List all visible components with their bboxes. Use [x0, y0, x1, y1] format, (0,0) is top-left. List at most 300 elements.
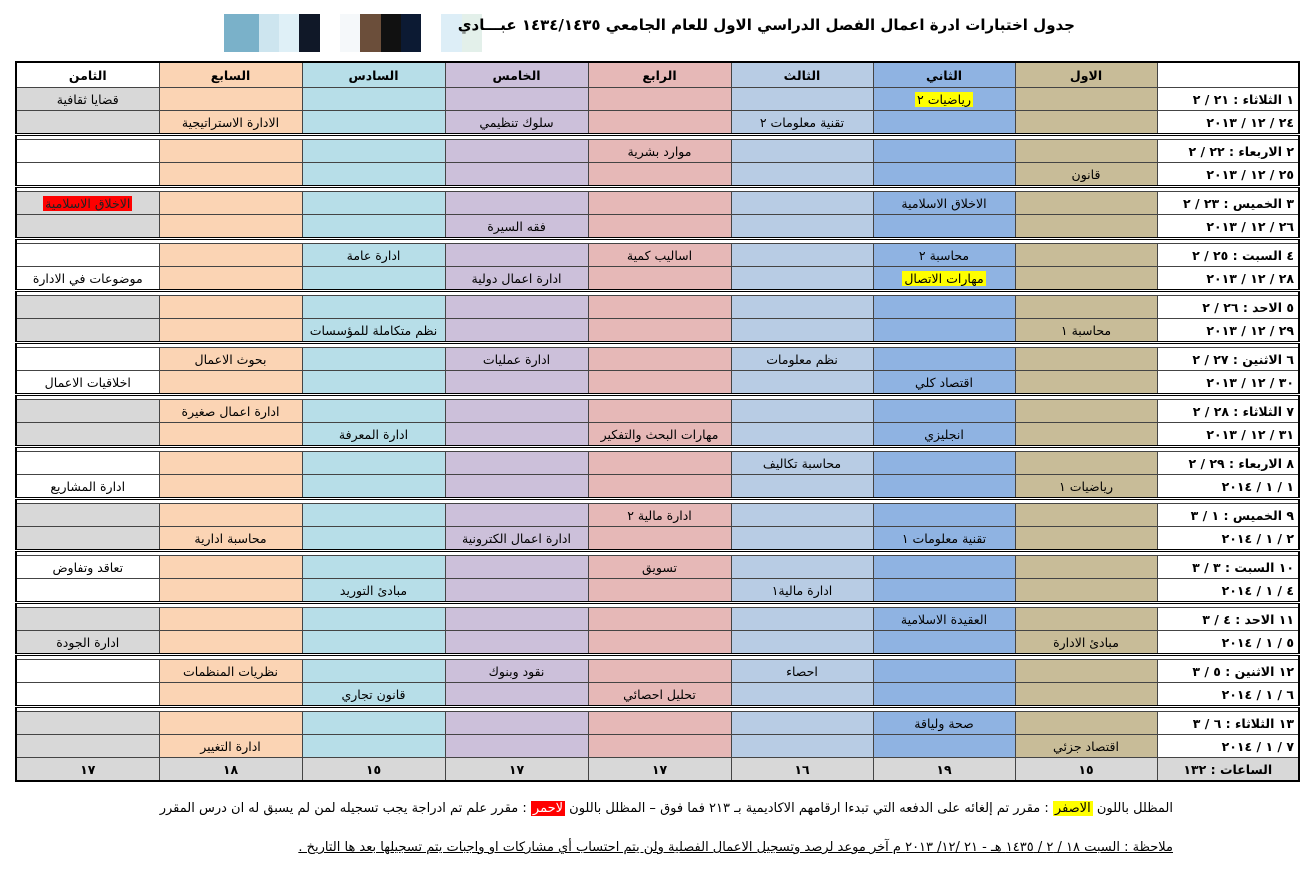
course-cell: اساليب كمية — [588, 244, 731, 267]
day-row — [16, 452, 1299, 475]
course-cell — [731, 527, 873, 551]
course-cell: تقنية معلومات ١ — [873, 527, 1015, 551]
header-level-5: الخامس — [445, 62, 588, 88]
course-cell — [159, 556, 302, 579]
day-row — [16, 712, 1299, 735]
course-cell — [1015, 348, 1157, 371]
course-cell — [1015, 579, 1157, 603]
total-level-7: ١٨ — [159, 758, 302, 782]
course-cell — [588, 319, 731, 343]
legend-red: لاحمر — [532, 801, 564, 816]
day-label: ١١ الاحد : ٤ / ٣ — [1157, 608, 1299, 631]
course-cell — [445, 452, 588, 475]
strip-block — [401, 14, 421, 52]
course-cell — [873, 475, 1015, 499]
course-cell — [588, 660, 731, 683]
day-label: ٣ الخميس : ٢٣ / ٢ — [1157, 192, 1299, 215]
course-cell — [588, 475, 731, 499]
course-cell — [1015, 371, 1157, 395]
course-cell — [445, 88, 588, 111]
course-cell — [16, 111, 159, 135]
course-cell — [302, 608, 445, 631]
course-cell — [731, 371, 873, 395]
course-cell: ادارة مالية ٢ — [588, 504, 731, 527]
total-level-8: ١٧ — [16, 758, 159, 782]
course-cell — [302, 163, 445, 187]
course-cell — [445, 735, 588, 758]
course-cell — [731, 192, 873, 215]
course-cell — [731, 244, 873, 267]
course-cell — [731, 140, 873, 163]
total-level-4: ١٧ — [588, 758, 731, 782]
header-image-strip — [224, 14, 482, 52]
total-level-6: ١٥ — [302, 758, 445, 782]
header-empty — [1157, 62, 1299, 88]
course-cell — [873, 319, 1015, 343]
course-cell — [16, 244, 159, 267]
day-row — [16, 267, 1299, 291]
course-cell — [159, 423, 302, 447]
day-label: ٥ الاحد : ٢٦ / ٢ — [1157, 296, 1299, 319]
course-cell: ادارة اعمال صغيرة — [159, 400, 302, 423]
course-cell — [731, 163, 873, 187]
course-cell — [16, 319, 159, 343]
course-cell — [302, 215, 445, 239]
day-label: ٧ الثلاثاء : ٢٨ / ٢ — [1157, 400, 1299, 423]
course-cell — [873, 163, 1015, 187]
course-cell: نقود وبنوك — [445, 660, 588, 683]
course-cell — [302, 267, 445, 291]
day-date: ٢ / ١ / ٢٠١٤ — [1157, 527, 1299, 551]
totals-label: الساعات : ١٣٢ — [1157, 758, 1299, 782]
course-cell: ادارة الجودة — [16, 631, 159, 655]
course-cell — [1015, 452, 1157, 475]
course-cell — [159, 712, 302, 735]
course-cell — [731, 215, 873, 239]
course-cell — [159, 319, 302, 343]
course-cell — [445, 296, 588, 319]
course-cell — [445, 504, 588, 527]
course-cell — [731, 423, 873, 447]
course-cell — [1015, 244, 1157, 267]
course-cell — [16, 579, 159, 603]
course-cell — [302, 140, 445, 163]
course-cell: قانون — [1015, 163, 1157, 187]
course-cell — [159, 88, 302, 111]
course-cell — [731, 88, 873, 111]
day-label: ٨ الاربعاء : ٢٩ / ٢ — [1157, 452, 1299, 475]
total-level-1: ١٥ — [1015, 758, 1157, 782]
course-cell: تسويق — [588, 556, 731, 579]
course-cell — [588, 163, 731, 187]
day-row — [16, 400, 1299, 423]
course-cell — [873, 296, 1015, 319]
course-cell — [445, 371, 588, 395]
header-level-6: السادس — [302, 62, 445, 88]
course-cell — [588, 111, 731, 135]
course-cell: مبادئ الادارة — [1015, 631, 1157, 655]
course-cell: مهارات البحث والتفكير — [588, 423, 731, 447]
course-cell: نظم معلومات — [731, 348, 873, 371]
course-cell: ادارة التغيير — [159, 735, 302, 758]
course-cell — [873, 631, 1015, 655]
course-cell — [873, 579, 1015, 603]
legend-text-1: المظلل باللون — [1092, 801, 1173, 816]
course-cell: موضوعات في الادارة — [16, 267, 159, 291]
course-cell — [16, 608, 159, 631]
course-cell — [159, 296, 302, 319]
course-cell — [302, 475, 445, 499]
day-row — [16, 163, 1299, 187]
course-cell — [445, 556, 588, 579]
course-cell — [1015, 608, 1157, 631]
course-cell — [588, 735, 731, 758]
day-row — [16, 735, 1299, 758]
course-cell — [731, 735, 873, 758]
course-cell: الاخلاق الاسلامية — [873, 192, 1015, 215]
day-row — [16, 348, 1299, 371]
course-cell: محاسبة ٢ — [873, 244, 1015, 267]
course-cell — [1015, 660, 1157, 683]
day-label: ١ الثلاثاء : ٢١ / ٢ — [1157, 88, 1299, 111]
course-cell — [1015, 140, 1157, 163]
course-cell — [159, 215, 302, 239]
course-cell — [16, 735, 159, 758]
course-cell — [445, 400, 588, 423]
highlight-red: الاخلاق الاسلامية — [45, 195, 131, 211]
day-label: ١٠ السبت : ٣ / ٣ — [1157, 556, 1299, 579]
day-date: ٢٨ / ١٢ / ٢٠١٣ — [1157, 267, 1299, 291]
course-cell — [159, 140, 302, 163]
strip-block — [259, 14, 279, 52]
course-cell — [16, 192, 159, 215]
course-cell — [16, 504, 159, 527]
course-cell: ادارة مالية١ — [731, 579, 873, 603]
course-cell — [588, 631, 731, 655]
legend-yellow: الاصفر — [1054, 801, 1091, 816]
course-cell — [731, 608, 873, 631]
course-cell — [445, 192, 588, 215]
day-date: ٢٩ / ١٢ / ٢٠١٣ — [1157, 319, 1299, 343]
course-cell: ادارة المشاريع — [16, 475, 159, 499]
course-cell: فقه السيرة — [445, 215, 588, 239]
day-date: ٢٦ / ١٢ / ٢٠١٣ — [1157, 215, 1299, 239]
strip-block — [421, 14, 441, 52]
course-cell — [873, 88, 1015, 111]
course-cell: رياضيات ١ — [1015, 475, 1157, 499]
day-row — [16, 579, 1299, 603]
day-row — [16, 371, 1299, 395]
total-level-5: ١٧ — [445, 758, 588, 782]
day-date: ٦ / ١ / ٢٠١٤ — [1157, 683, 1299, 707]
course-cell: الادارة الاستراتيجية — [159, 111, 302, 135]
highlight-yellow: مهارات الاتصال — [904, 270, 984, 286]
header-level-4: الرابع — [588, 62, 731, 88]
legend-text-2: : مقرر تم إلغائه على الدفعه التي تبدءا ارقامهم الاكاديمية بـ ٢١٣ فما فوق – المظلل باللون — [565, 801, 1053, 816]
course-cell — [159, 371, 302, 395]
day-row — [16, 88, 1299, 111]
course-cell — [302, 452, 445, 475]
course-cell: العقيدة الاسلامية — [873, 608, 1015, 631]
course-cell — [588, 267, 731, 291]
course-cell — [16, 712, 159, 735]
course-cell — [16, 140, 159, 163]
total-level-2: ١٩ — [873, 758, 1015, 782]
course-cell — [1015, 504, 1157, 527]
day-label: ٦ الاثنين : ٢٧ / ٢ — [1157, 348, 1299, 371]
course-cell: سلوك تنظيمي — [445, 111, 588, 135]
course-cell — [159, 267, 302, 291]
course-cell — [588, 348, 731, 371]
course-cell — [731, 475, 873, 499]
course-cell — [445, 163, 588, 187]
day-label: ٢ الاربعاء : ٢٢ / ٢ — [1157, 140, 1299, 163]
total-level-3: ١٦ — [731, 758, 873, 782]
course-cell — [1015, 556, 1157, 579]
course-cell — [302, 527, 445, 551]
course-cell — [302, 400, 445, 423]
course-cell — [445, 319, 588, 343]
course-cell: قضايا ثقافية — [16, 88, 159, 111]
course-cell — [731, 267, 873, 291]
course-cell — [873, 400, 1015, 423]
day-row — [16, 608, 1299, 631]
course-cell — [873, 504, 1015, 527]
header-level-8: الثامن — [16, 62, 159, 88]
course-cell: محاسبة ١ — [1015, 319, 1157, 343]
course-cell — [588, 527, 731, 551]
course-cell: نظم متكاملة للمؤسسات — [302, 319, 445, 343]
day-date: ٢٤ / ١٢ / ٢٠١٣ — [1157, 111, 1299, 135]
course-cell — [159, 683, 302, 707]
course-cell: تحليل احصائي — [588, 683, 731, 707]
course-cell — [302, 192, 445, 215]
course-cell: اقتصاد جزئي — [1015, 735, 1157, 758]
day-row — [16, 556, 1299, 579]
course-cell: نظريات المنظمات — [159, 660, 302, 683]
legend-note — [160, 801, 1173, 816]
day-row — [16, 660, 1299, 683]
course-cell — [873, 267, 1015, 291]
course-cell — [1015, 423, 1157, 447]
course-cell — [302, 556, 445, 579]
course-cell: ادارة اعمال دولية — [445, 267, 588, 291]
day-row — [16, 475, 1299, 499]
course-cell — [445, 631, 588, 655]
header-level-1: الاول — [1015, 62, 1157, 88]
course-cell — [16, 348, 159, 371]
course-cell — [1015, 683, 1157, 707]
course-cell: مبادئ التوريد — [302, 579, 445, 603]
course-cell: احصاء — [731, 660, 873, 683]
course-cell — [1015, 192, 1157, 215]
course-cell — [731, 504, 873, 527]
day-label: ١٢ الاثنين : ٥ / ٣ — [1157, 660, 1299, 683]
strip-block — [224, 14, 259, 52]
day-date: ٢٥ / ١٢ / ٢٠١٣ — [1157, 163, 1299, 187]
course-cell — [588, 712, 731, 735]
course-cell — [445, 140, 588, 163]
course-cell — [159, 244, 302, 267]
course-cell — [159, 452, 302, 475]
course-cell — [159, 163, 302, 187]
course-cell — [1015, 712, 1157, 735]
course-cell — [16, 660, 159, 683]
course-cell — [16, 296, 159, 319]
course-cell — [731, 683, 873, 707]
course-cell — [1015, 215, 1157, 239]
course-cell — [588, 371, 731, 395]
course-cell: صحة ولياقة — [873, 712, 1015, 735]
totals-row — [16, 758, 1299, 782]
course-cell: انجليزي — [873, 423, 1015, 447]
course-cell — [1015, 267, 1157, 291]
highlight-yellow: رياضيات ٢ — [917, 91, 971, 107]
course-cell — [731, 319, 873, 343]
course-cell — [16, 215, 159, 239]
strip-block — [340, 14, 360, 52]
strip-block — [299, 14, 319, 52]
course-cell — [159, 504, 302, 527]
course-cell — [16, 452, 159, 475]
course-cell — [588, 579, 731, 603]
course-cell: تعاقد وتفاوض — [16, 556, 159, 579]
day-row — [16, 296, 1299, 319]
course-cell — [445, 475, 588, 499]
course-cell — [302, 111, 445, 135]
day-date: ٥ / ١ / ٢٠١٤ — [1157, 631, 1299, 655]
course-cell — [588, 296, 731, 319]
course-cell — [873, 140, 1015, 163]
legend-text-3: : مقرر علم تم ادراجة يجب تسجيله لمن لم يسبق له ان درس المقرر — [159, 801, 531, 816]
course-cell: تقنية معلومات ٢ — [731, 111, 873, 135]
header-level-7: السابع — [159, 62, 302, 88]
day-row — [16, 423, 1299, 447]
course-cell: اقتصاد كلي — [873, 371, 1015, 395]
day-date: ١ / ١ / ٢٠١٤ — [1157, 475, 1299, 499]
course-cell — [302, 348, 445, 371]
course-cell: محاسبة ادارية — [159, 527, 302, 551]
day-date: ٣٠ / ١٢ / ٢٠١٣ — [1157, 371, 1299, 395]
header-level-3: الثالث — [731, 62, 873, 88]
course-cell — [302, 371, 445, 395]
day-label: ٤ السبت : ٢٥ / ٢ — [1157, 244, 1299, 267]
course-cell: قانون تجاري — [302, 683, 445, 707]
deadline-note: ملاحظة : السبت ١٨ / ٢ / ١٤٣٥ هـ - ٢١ /١٢/ ٢٠١٣ م آخر موعد لرصد وتسجيل الاعمال الفصلية ولن يتم احتساب أي مشاركات او واجبات يتم تسجيلها بعد ها التاريخ . — [298, 840, 1173, 855]
course-cell — [1015, 527, 1157, 551]
course-cell — [302, 631, 445, 655]
course-cell — [445, 579, 588, 603]
day-row — [16, 631, 1299, 655]
course-cell — [1015, 111, 1157, 135]
course-cell — [731, 556, 873, 579]
exam-schedule-table — [15, 61, 1300, 782]
day-row — [16, 683, 1299, 707]
course-cell — [445, 423, 588, 447]
strip-block — [360, 14, 380, 52]
course-cell — [873, 660, 1015, 683]
course-cell — [873, 215, 1015, 239]
course-cell — [302, 660, 445, 683]
course-cell — [445, 712, 588, 735]
strip-block — [279, 14, 299, 52]
course-cell — [16, 423, 159, 447]
course-cell — [302, 88, 445, 111]
course-cell — [588, 215, 731, 239]
day-label: ٩ الخميس : ١ / ٣ — [1157, 504, 1299, 527]
course-cell: اخلاقيات الاعمال — [16, 371, 159, 395]
course-cell — [588, 452, 731, 475]
course-cell: ادارة عمليات — [445, 348, 588, 371]
course-cell: محاسبة تكاليف — [731, 452, 873, 475]
course-cell — [588, 608, 731, 631]
course-cell — [873, 452, 1015, 475]
course-cell — [159, 192, 302, 215]
day-row — [16, 140, 1299, 163]
course-cell — [731, 712, 873, 735]
day-date: ٧ / ١ / ٢٠١٤ — [1157, 735, 1299, 758]
course-cell — [1015, 296, 1157, 319]
day-row — [16, 192, 1299, 215]
course-cell — [159, 579, 302, 603]
course-cell — [445, 608, 588, 631]
course-cell — [731, 400, 873, 423]
course-cell — [1015, 400, 1157, 423]
course-cell — [16, 400, 159, 423]
course-cell — [302, 504, 445, 527]
course-cell: موارد بشرية — [588, 140, 731, 163]
course-cell — [873, 683, 1015, 707]
day-row — [16, 319, 1299, 343]
day-label: ١٣ الثلاثاء : ٦ / ٣ — [1157, 712, 1299, 735]
course-cell — [302, 712, 445, 735]
course-cell: بحوث الاعمال — [159, 348, 302, 371]
course-cell — [16, 163, 159, 187]
course-cell — [873, 348, 1015, 371]
course-cell — [159, 475, 302, 499]
course-cell — [16, 527, 159, 551]
course-cell — [445, 244, 588, 267]
course-cell — [873, 735, 1015, 758]
page-title: جدول اختبارات ادرة اعمال الفصل الدراسي الاول للعام الجامعي ١٤٣٤/١٤٣٥ عبـــادي — [457, 16, 1075, 34]
course-cell — [588, 88, 731, 111]
course-cell: ادارة عامة — [302, 244, 445, 267]
course-cell — [16, 683, 159, 707]
course-cell — [1015, 88, 1157, 111]
course-cell — [588, 400, 731, 423]
course-cell — [159, 608, 302, 631]
header-row — [16, 62, 1299, 88]
course-cell: ادارة اعمال الكترونية — [445, 527, 588, 551]
course-cell — [302, 735, 445, 758]
course-cell — [873, 556, 1015, 579]
day-row — [16, 244, 1299, 267]
header-level-2: الثاني — [873, 62, 1015, 88]
course-cell — [731, 631, 873, 655]
course-cell — [731, 296, 873, 319]
course-cell: ادارة المعرفة — [302, 423, 445, 447]
course-cell — [302, 296, 445, 319]
day-date: ٣١ / ١٢ / ٢٠١٣ — [1157, 423, 1299, 447]
course-cell — [873, 111, 1015, 135]
strip-block — [381, 14, 401, 52]
course-cell — [445, 683, 588, 707]
day-row — [16, 215, 1299, 239]
day-row — [16, 504, 1299, 527]
course-cell — [159, 631, 302, 655]
day-row — [16, 111, 1299, 135]
day-row — [16, 527, 1299, 551]
